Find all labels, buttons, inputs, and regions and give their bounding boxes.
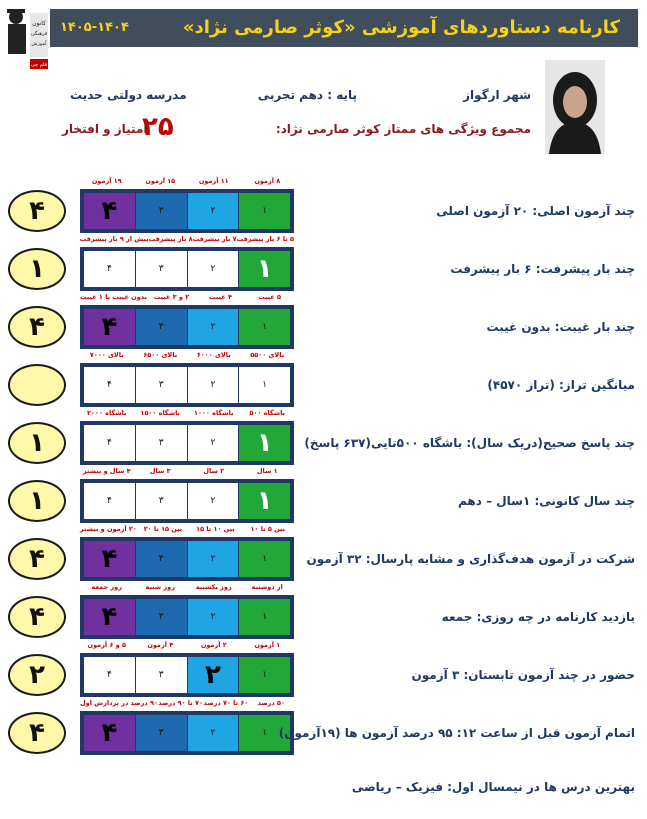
column-header: روز یکشنبه <box>195 583 232 591</box>
column-header: ۷۰ تا ۹۰ درصد <box>158 699 203 707</box>
level-cell-1: ۱ <box>238 309 290 345</box>
report-header-bar <box>48 9 638 47</box>
row-score-circle: ۱ <box>8 422 66 464</box>
column-header: بالای ۷۰۰۰ <box>89 351 124 359</box>
student-school: مدرسه دولتی حدیث <box>70 88 187 102</box>
column-header: بین ۱۰ تا ۱۵ <box>196 525 235 533</box>
column-header: بین ۱۵ تا ۲۰ <box>143 525 183 533</box>
level-table <box>80 711 294 755</box>
column-header: بین ۵ تا ۱۰ <box>250 525 286 533</box>
column-header: ۵ تا ۶ بار پیشرفت <box>236 235 294 243</box>
logo-line-1: کانون <box>32 20 46 27</box>
column-header: ۶۰ تا ۷۰ درصد <box>203 699 249 707</box>
level-cell-4: ۴ <box>84 193 135 229</box>
column-header: بیش از ۹ بار پیشرفت <box>79 235 149 243</box>
level-cell-2: ۲ <box>187 599 239 635</box>
column-header: بالای ۶۰۰۰ <box>196 351 231 359</box>
column-header: ۲ آزمون <box>200 641 227 649</box>
level-cell-2: ۲ <box>187 657 239 693</box>
level-cell-3: ۳ <box>135 715 187 751</box>
academic-year: ۱۴۰۵-۱۴۰۴ <box>60 20 129 35</box>
row-score-circle: ۴ <box>8 712 66 754</box>
level-cell-2: ۲ <box>187 541 239 577</box>
logo-badge: قلم چی <box>30 62 48 68</box>
row-score-circle <box>8 364 66 406</box>
level-cell-3: ۳ <box>135 599 187 635</box>
level-cell-3: ۳ <box>135 251 187 287</box>
level-cell-2: ۲ <box>187 425 239 461</box>
column-header: ۹۰ درصد در پردازش اول <box>80 699 158 707</box>
level-cell-3: ۳ <box>135 367 187 403</box>
column-header: ۱ سال <box>256 467 278 475</box>
level-cell-4: ۴ <box>106 496 112 506</box>
column-header: بدون غیبت یا ۱ غیبت <box>80 293 147 301</box>
institute-logo <box>4 5 50 77</box>
criterion-label: میانگین تراز: (تراز ۴۵۷۰) <box>487 378 635 392</box>
column-header: ۴ آزمون <box>147 641 174 649</box>
student-photo <box>545 60 605 154</box>
level-cell-2: ۲ <box>187 367 239 403</box>
column-header: ۱۵ آزمون <box>145 177 176 185</box>
level-cell-1: ۱ <box>238 483 290 519</box>
level-cell-3: ۳ <box>135 657 187 693</box>
criterion-label: چند بار غیبت: بدون غیبت <box>486 320 635 334</box>
column-header: باشگاه ۱۵۰۰ <box>140 409 180 417</box>
level-table <box>80 363 294 407</box>
level-cell-2: ۲ <box>187 309 239 345</box>
student-city: شهر ارگواز <box>463 88 531 102</box>
best-subjects: بهترین درس ها در نیمسال اول: فیزیک – ریاضی <box>351 780 635 794</box>
row-column-headers <box>80 409 294 417</box>
column-header: ۱۹ آزمون <box>91 177 122 185</box>
row-column-headers <box>80 699 294 707</box>
row-score-circle: ۴ <box>8 538 66 580</box>
level-table <box>80 247 294 291</box>
level-cell-4: ۴ <box>84 541 135 577</box>
row-column-headers <box>80 583 294 591</box>
row-column-headers <box>80 235 294 243</box>
level-cell-1: ۱ <box>238 541 290 577</box>
row-column-headers <box>80 293 294 301</box>
column-header: باشگاه ۵۰۰ <box>249 409 285 417</box>
row-score-circle: ۲ <box>8 654 66 696</box>
column-header: ۷ بار پیشرفت <box>192 235 237 243</box>
level-cell-1: ۱ <box>238 715 290 751</box>
row-column-headers <box>80 525 294 533</box>
column-header: باشگاه ۲۰۰۰ <box>87 409 127 417</box>
criterion-label: چند بار پیشرفت: ۶ بار پیشرفت <box>450 262 635 276</box>
level-cell-3: ۳ <box>135 483 187 519</box>
row-column-headers <box>80 641 294 649</box>
row-score-circle: ۱ <box>8 248 66 290</box>
column-header: ۱۱ آزمون <box>198 177 229 185</box>
column-header: ۲ و ۳ غیبت <box>153 293 190 301</box>
column-header: ۸ بار پیشرفت <box>148 235 193 243</box>
column-header: روز جمعه <box>91 583 122 591</box>
level-cell-4: ۴ <box>84 599 135 635</box>
level-cell-1: ۱ <box>238 367 290 403</box>
level-cell-2: ۲ <box>187 251 239 287</box>
level-cell-3: ۳ <box>135 541 187 577</box>
criterion-label: حضور در چند آزمون تابستان: ۳ آزمون <box>411 668 635 682</box>
column-header: ۴ سال و بیشتر <box>82 467 131 475</box>
report-title: کارنامه دستاوردهای آموزشی «کوثر صارمی نژاد» <box>182 17 620 38</box>
level-cell-4: ۴ <box>106 380 112 390</box>
level-cell-3: ۳ <box>135 193 187 229</box>
level-table <box>80 305 294 349</box>
score-label: امتیاز و افتخار <box>62 122 148 136</box>
student-grade: پایه : دهم تجربی <box>257 88 357 102</box>
level-cell-1: ۱ <box>238 193 290 229</box>
row-column-headers <box>80 467 294 475</box>
level-cell-4: ۴ <box>106 264 112 274</box>
level-cell-3: ۳ <box>135 425 187 461</box>
logo-line-2: فرهنگی <box>30 31 48 37</box>
level-table <box>80 421 294 465</box>
column-header: ۲۰ آزمون و بیشتر <box>79 525 137 533</box>
criterion-label: اتمام آزمون قبل از ساعت ۱۲: ۹۵ درصد آزمون ها (۱۹آزمون) <box>278 726 635 740</box>
level-cell-2: ۲ <box>187 483 239 519</box>
column-header: ۴ غیبت <box>209 293 232 301</box>
level-table <box>80 595 294 639</box>
criterion-label: شرکت در آزمون هدف‌گذاری و مشابه پارسال: ۳۲ آزمون <box>306 552 635 566</box>
criterion-label: چند سال کانونی: ۱سال – دهم <box>458 494 635 508</box>
column-header: باشگاه ۱۰۰۰ <box>194 409 234 417</box>
level-cell-4: ۴ <box>84 309 135 345</box>
criterion-label: بازدید کارنامه در چه روزی: جمعه <box>441 610 635 624</box>
column-header: بالای ۶۵۰۰ <box>143 351 178 359</box>
level-cell-1: ۱ <box>238 425 290 461</box>
score-total: ۲۵ <box>142 112 174 142</box>
criterion-label: چند آزمون اصلی: ۲۰ آزمون اصلی <box>436 204 635 218</box>
column-header: ۱ آزمون <box>254 641 281 649</box>
level-table <box>80 653 294 697</box>
level-cell-1: ۱ <box>238 251 290 287</box>
level-cell-2: ۲ <box>187 193 239 229</box>
level-cell-4: ۴ <box>84 715 135 751</box>
row-column-headers <box>80 177 294 185</box>
summary-label: مجموع ویژگی های ممتاز کوثر صارمی نژاد: <box>275 122 531 136</box>
level-cell-4: ۴ <box>106 438 112 448</box>
logo-line-3: آموزش <box>31 41 47 47</box>
level-table <box>80 479 294 523</box>
level-table <box>80 537 294 581</box>
level-cell-1: ۱ <box>238 599 290 635</box>
row-column-headers <box>80 351 294 359</box>
column-header: ۳ سال <box>149 467 171 475</box>
level-cell-3: ۳ <box>135 309 187 345</box>
level-cell-4: ۴ <box>106 670 112 680</box>
level-cell-2: ۲ <box>187 715 239 751</box>
mascot-logo-icon <box>4 5 50 77</box>
row-score-circle: ۴ <box>8 190 66 232</box>
column-header: ۵ و ۶ آزمون <box>87 641 126 649</box>
column-header: ۵۰ درصد <box>257 699 285 707</box>
level-cell-1: ۱ <box>238 657 290 693</box>
column-header: ۵ غیبت <box>258 293 281 301</box>
level-table <box>80 189 294 233</box>
criterion-label: چند پاسخ صحیح(دریک سال): باشگاه ۵۰۰تایی(۶۳۷ پاسخ) <box>304 436 635 450</box>
column-header: روز شنبه <box>145 583 175 591</box>
column-header: از دوشنبه <box>251 583 283 591</box>
column-header: ۲ سال <box>203 467 225 475</box>
row-score-circle: ۴ <box>8 306 66 348</box>
row-score-circle: ۱ <box>8 480 66 522</box>
row-score-circle: ۴ <box>8 596 66 638</box>
column-header: ۸ آزمون <box>254 177 281 185</box>
column-header: بالای ۵۵۰۰ <box>250 351 285 359</box>
